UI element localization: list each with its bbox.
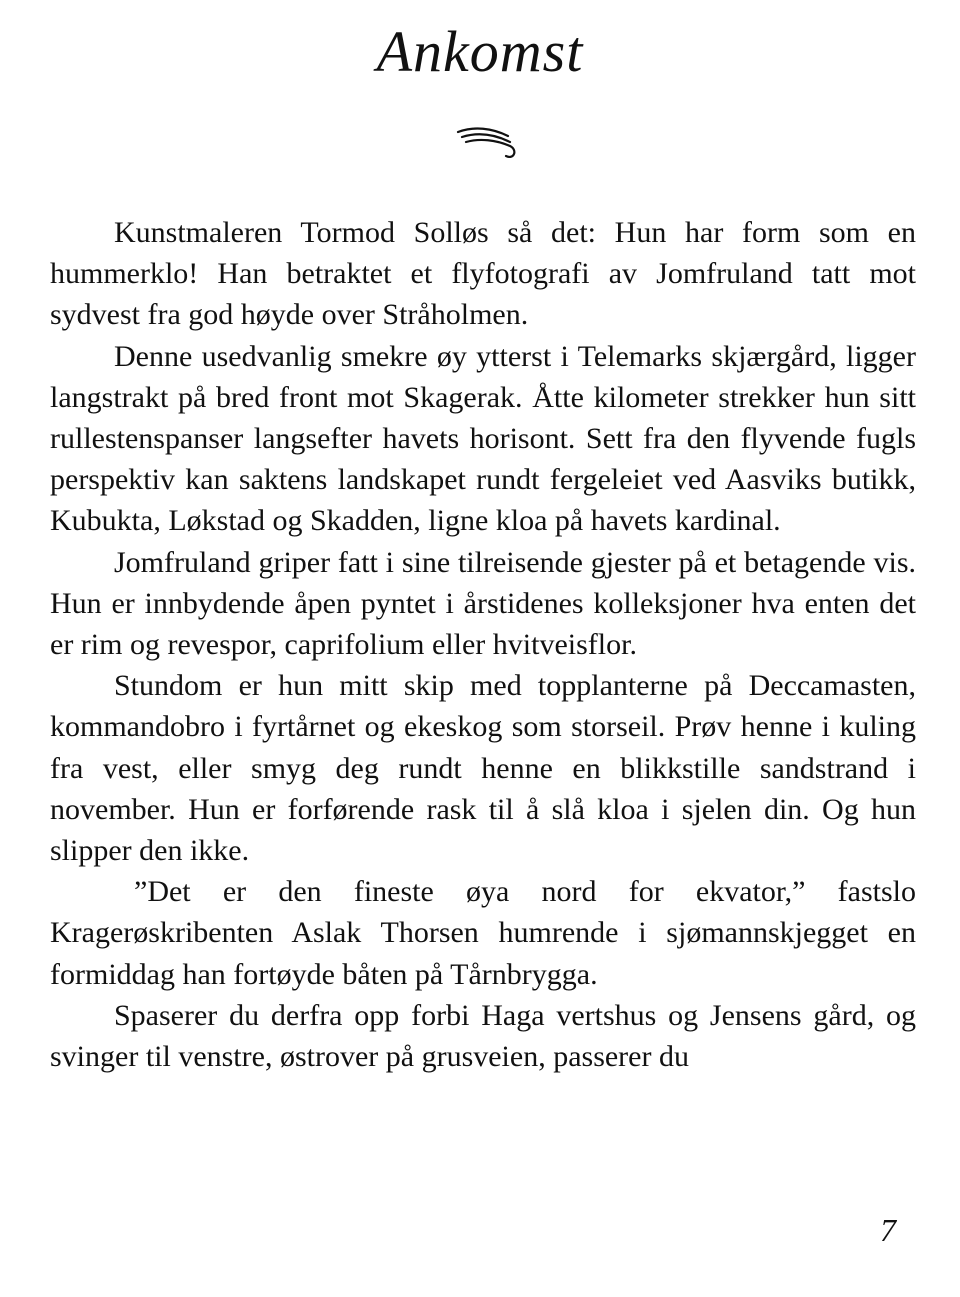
paragraph-3: Jomfruland griper fatt i sine tilreisende gjester på et betagende vis. Hun er innbydende åpen pyntet i årstidenes kolleksjoner hva enten det er rim og revespor, caprifolium eller hvitveisflor.	[50, 545, 916, 662]
page-number: 7	[880, 1212, 896, 1248]
paragraph-6: Spaserer du derfra opp forbi Haga vertshus og Jensens gård, og svinger til venstre, østrover på grusveien, passerer du	[50, 998, 916, 1074]
paragraph-4: Stundom er hun mitt skip med topplanterne på Deccamasten, kommandobro i fyrtårnet og ekeskog som storseil. Prøv henne i kuling fra vest, eller smyg deg rundt henne en blikkstille sandstrand i november. Hun er forførende rask til å slå kloa i sjelen din. Og hun slipper den ikke.	[50, 669, 916, 868]
paragraph-2: Denne usedvanlig smekre øy ytterst i Telemarks skjærgård, ligger langstrakt på bred front mot Skagerak. Åtte kilometer strekker hun sitt rullestenspanser langsefter havets horisont. Sett fra den flyvende fugls perspektiv kan saktens landskapet rundt fergeleiet ved Aasviks butikk, Kubukta, Løkstad og Skadden, ligne kloa på havets kardinal.	[50, 339, 916, 538]
paragraph-1: Kunstmaleren Tormod Solløs så det: Hun har form som en hummerklo! Han betraktet et flyfotografi av Jomfruland tatt mot sydvest fra god høyde over Stråholmen.	[50, 216, 916, 332]
swirl-ornament-icon	[452, 118, 522, 162]
paragraph-5: ”Det er den fineste øya nord for ekvator,” fastslo Kragerøskribenten Aslak Thorsen humrende i sjømannskjegget en formiddag han fortøyde båten på Tårnbrygga.	[50, 875, 916, 991]
chapter-title: Ankomst	[376, 19, 584, 84]
chapter-text	[50, 212, 916, 1077]
